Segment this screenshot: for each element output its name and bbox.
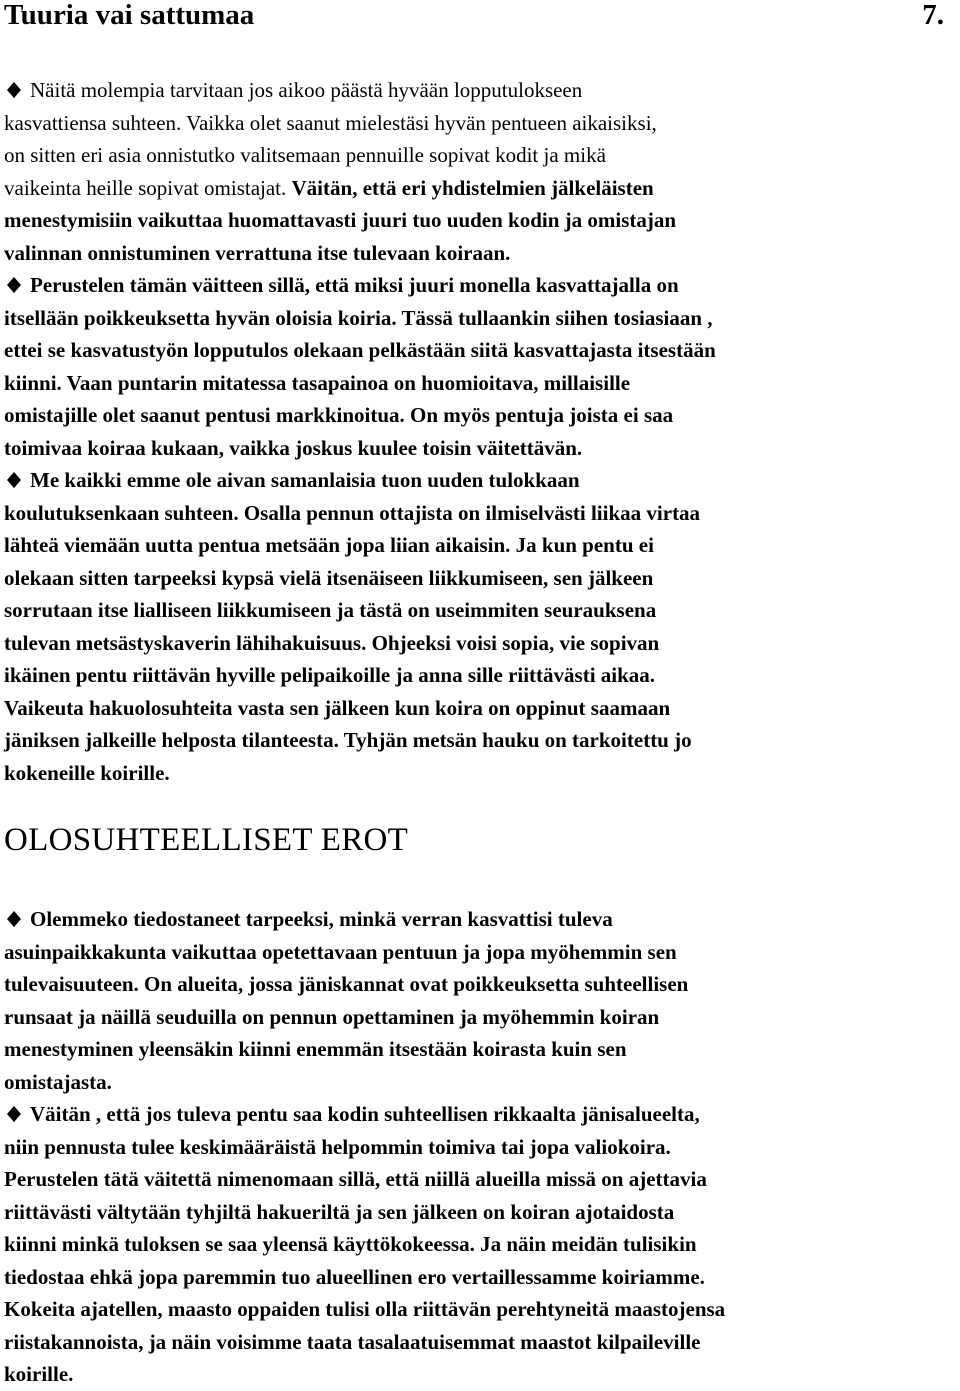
text-line: [4, 659, 958, 692]
text-line: [4, 1228, 958, 1261]
text-span: ikäinen pentu riittävän hyville pelipaikoille ja anna sille riittävästi aikaa.: [4, 663, 656, 687]
page-header: [4, 0, 958, 36]
text-line: [4, 432, 958, 465]
diamond-bullet-icon: [6, 1105, 22, 1123]
text-span: Olemmeko tiedostaneet tarpeeksi, minkä verran kasvattisi tuleva: [30, 907, 613, 931]
text-line: [4, 1098, 958, 1131]
text-span: riistakannoista, ja näin voisimme taata tasalaatuisemmat maastot kilpaileville: [4, 1329, 701, 1354]
text-span: menestyminen yleensäkin kiinni enemmän itsestään koirasta kuin sen: [4, 1037, 627, 1061]
text-span: riittävästi vältytään tyhjiltä hakueriltä ja sen jälkeen on koiran ajotaidosta: [4, 1199, 675, 1224]
text-line: [4, 1196, 958, 1229]
text-line: [4, 464, 958, 497]
text-line: [4, 139, 958, 172]
text-span: sorrutaan itse lialliseen liikkumiseen ja tästä on useimmiten seurauksena: [4, 598, 657, 622]
text-line: [4, 399, 958, 432]
text-span: omistajasta.: [4, 1069, 112, 1094]
text-line: [4, 172, 958, 205]
text-span: on sitten eri asia onnistutko valitsemaan pennuille sopivat kodit ja mikä: [4, 143, 606, 167]
text-span: tulevaisuuteen. On alueita, jossa jäniskannat ovat poikkeuksetta suhteellisen: [4, 972, 689, 996]
text-line: [4, 529, 958, 562]
diamond-bullet-icon: [6, 81, 22, 99]
text-line: [4, 1358, 958, 1391]
text-span: ettei se kasvatustyön lopputulos olekaan pelkästään siitä kasvattajasta itsestään: [4, 338, 716, 362]
text-span: runsaat ja näillä seuduilla on pennun opettaminen ja myöhemmin koiran: [4, 1004, 660, 1029]
text-span: vaikeinta heille sopivat omistajat.: [4, 175, 292, 200]
text-line: [4, 724, 958, 757]
text-line: [4, 204, 958, 237]
text-line: [4, 1033, 958, 1066]
text-span: jäniksen jalkeille helposta tilanteesta. Tyhjän metsän hauku on tarkoitettu jo: [4, 728, 692, 752]
page-number: 7.: [922, 0, 944, 31]
text-span: omistajille olet saanut pentusi markkinoitua. On myös pentuja joista ei saa: [4, 403, 674, 427]
text-span: lähteä viemään uutta pentua metsään jopa liian aikaisin. Ja kun pentu ei: [4, 533, 654, 557]
document-title: Tuuria vai sattumaa: [4, 0, 255, 31]
diamond-bullet-icon: [6, 910, 22, 928]
diamond-bullet-icon: [6, 276, 22, 294]
text-line: [4, 757, 958, 790]
text-span: valinnan onnistuminen verrattuna itse tulevaan koiraan.: [4, 240, 511, 265]
text-span: Väitän, että eri yhdistelmien jälkeläisten: [291, 175, 654, 200]
text-line: [4, 1001, 958, 1034]
text-line: [4, 936, 958, 969]
text-span: Perustelen tämän väitteen sillä, että miksi juuri monella kasvattajalla on: [30, 273, 679, 297]
text-span: Väitän , että jos tuleva pentu saa kodin suhteellisen rikkaalta jänisalueelta,: [30, 1102, 700, 1126]
document-page: [4, 0, 958, 1386]
text-span: asuinpaikkakunta vaikuttaa opetettavaan pentuun ja jopa myöhemmin sen: [4, 939, 677, 964]
text-line: [4, 692, 958, 725]
text-span: kiinni. Vaan puntarin mitatessa tasapainoa on huomioitava, millaisille: [4, 370, 631, 395]
section-heading: OLOSUHTEELLISET EROT: [4, 822, 409, 858]
text-span: niin pennusta tulee keskimääräistä helpommin toimiva tai jopa valiokoira.: [4, 1134, 671, 1159]
text-span: itsellään poikkeuksetta hyvän oloisia koiria. Tässä tullaankin siihen tosiasiaan ,: [4, 305, 713, 330]
text-line: [4, 968, 958, 1001]
text-line: [4, 367, 958, 400]
text-line: [4, 594, 958, 627]
text-line: [4, 627, 958, 660]
text-span: Kokeita ajatellen, maasto oppaiden tulisi olla riittävän perehtyneitä maastojensa: [4, 1297, 726, 1321]
diamond-bullet-icon: [6, 471, 22, 489]
text-span: kokeneille koirille.: [4, 760, 170, 785]
text-line: [4, 1131, 958, 1164]
section-1-text: [4, 74, 958, 789]
text-span: kasvattiensa suhteen. Vaikka olet saanut mielestäsi hyvän pentueen aikaisiksi,: [4, 110, 657, 135]
text-line: [4, 562, 958, 595]
text-span: Me kaikki emme ole aivan samanlaisia tuon uuden tulokkaan: [30, 468, 580, 492]
text-span: kiinni minkä tuloksen se saa yleensä käyttökokeessa. Ja näin meidän tulisikin: [4, 1232, 697, 1256]
section-2-text: [4, 903, 958, 1391]
text-line: [4, 334, 958, 367]
text-line: [4, 1293, 958, 1326]
text-span: Perustelen tätä väitettä nimenomaan sillä, että niillä alueilla missä on ajettavia: [4, 1167, 707, 1191]
text-span: tiedostaa ehkä jopa paremmin tuo alueellinen ero vertaillessamme koiriamme.: [4, 1264, 705, 1289]
text-span: olekaan sitten tarpeeksi kypsä vielä itsenäiseen liikkumiseen, sen jälkeen: [4, 565, 654, 590]
text-span: Vaikeuta hakuolosuhteita vasta sen jälkeen kun koira on oppinut saamaan: [4, 695, 671, 720]
text-line: [4, 1261, 958, 1294]
text-line: [4, 237, 958, 270]
text-line: [4, 302, 958, 335]
text-span: toimivaa koiraa kukaan, vaikka joskus kuulee toisin väitettävän.: [4, 435, 583, 460]
text-span: tulevan metsästyskaverin lähihakuisuus. Ohjeeksi voisi sopia, vie sopivan: [4, 630, 660, 655]
text-span: menestymisiin vaikuttaa huomattavasti juuri tuo uuden kodin ja omistajan: [4, 208, 677, 232]
text-line: [4, 1066, 958, 1099]
text-line: [4, 1326, 958, 1359]
text-line: [4, 497, 958, 530]
text-span: koirille.: [4, 1362, 74, 1386]
text-line: [4, 74, 958, 107]
text-span: Näitä molempia tarvitaan jos aikoo päästä hyvään lopputulokseen: [30, 78, 583, 102]
text-line: [4, 269, 958, 302]
text-line: [4, 1163, 958, 1196]
text-span: koulutuksenkaan suhteen. Osalla pennun ottajista on ilmiselvästi liikaa virtaa: [4, 500, 701, 525]
text-line: [4, 903, 958, 936]
text-line: [4, 107, 958, 140]
